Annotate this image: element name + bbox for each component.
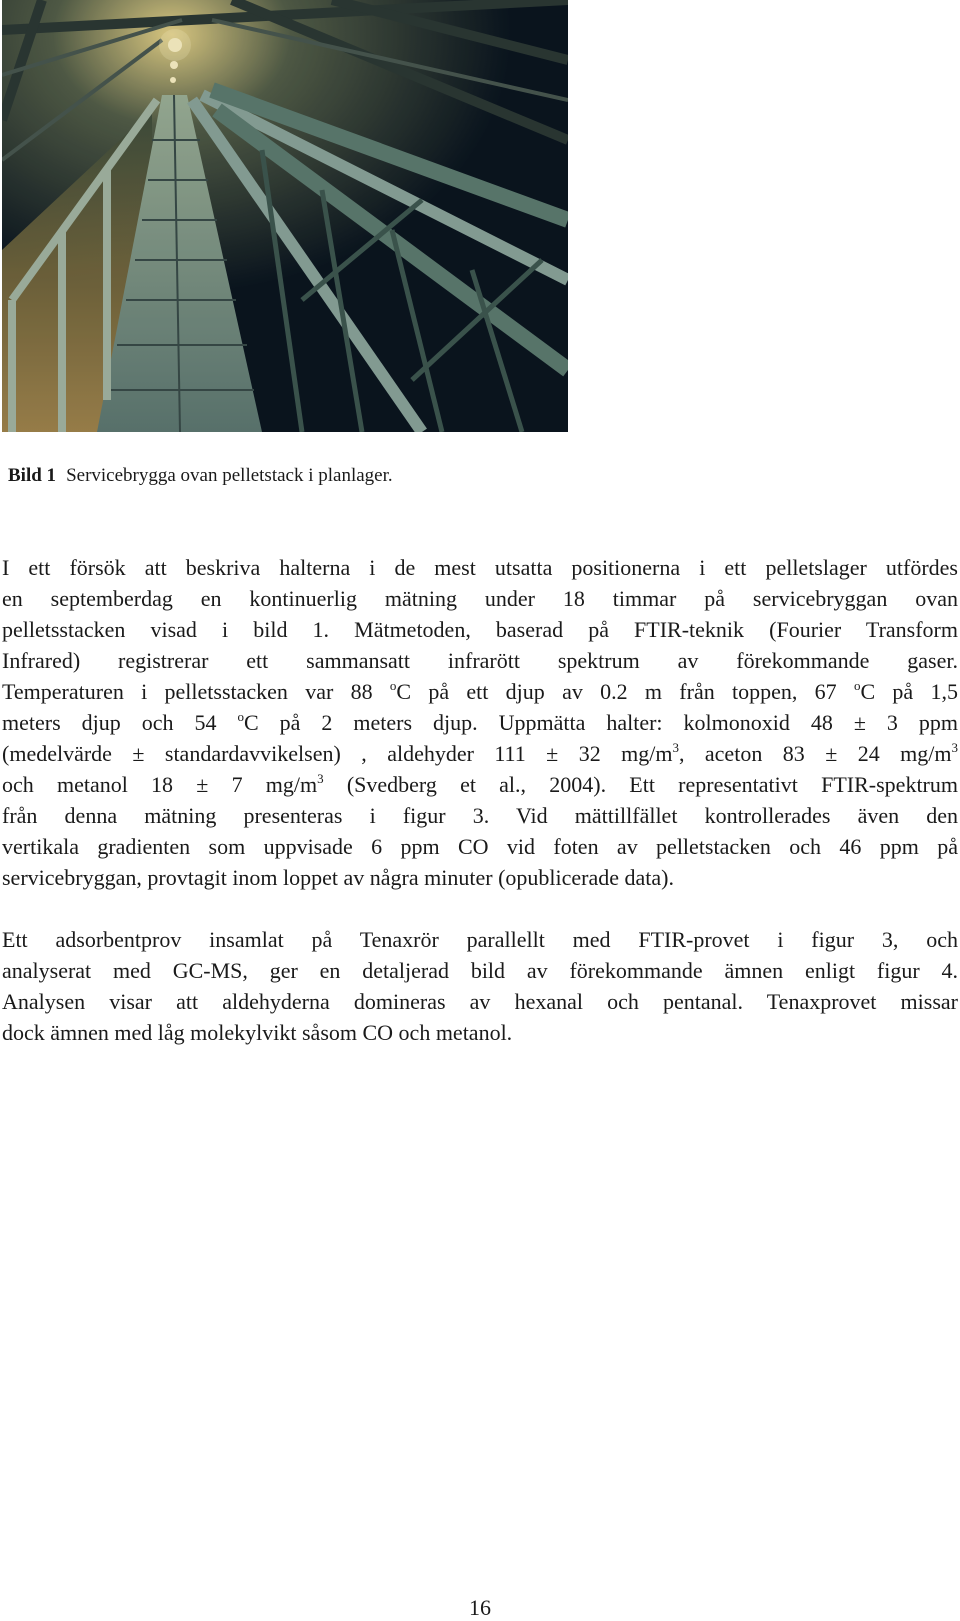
text-segment: meters djup och 54 — [2, 710, 238, 735]
text-line: från denna mätning presenteras i figur 3. Vid mättillfället kontrollerades även den — [2, 803, 958, 828]
text-line — [2, 676, 958, 707]
text-line: dock ämnen med låg molekylvikt såsom CO och metanol. — [2, 1020, 513, 1045]
text-segment: , aceton 83 ± 24 mg/m — [678, 741, 952, 766]
walkway-photo-illustration — [2, 0, 568, 432]
cube-superscript: 3 — [317, 771, 324, 786]
text-segment: Temperaturen i pelletsstacken var 88 — [2, 679, 390, 704]
text-line — [2, 769, 958, 800]
text-segment: (Svedberg et al., 2004). Ett representativt FTIR-spektrum — [323, 772, 958, 797]
degree-superscript: o — [237, 709, 244, 724]
text-segment: C på 2 meters djup. Uppmätta halter: kolmonoxid 48 ± 3 ppm — [243, 710, 958, 735]
figure-label: Bild 1 — [8, 465, 57, 486]
text-line: en septemberdag en kontinuerlig mätning under 18 timmar på servicebryggan ovan — [2, 586, 958, 611]
text-line: pelletsstacken visad i bild 1. Mätmetoden, baserad på FTIR-teknik (Fourier Transform — [2, 617, 958, 642]
text-line: Ett adsorbentprov insamlat på Tenaxrör parallellt med FTIR-provet i figur 3, och — [2, 927, 958, 952]
text-line: Analysen visar att aldehyderna domineras av hexanal och pentanal. Tenaxprovet missar — [2, 989, 958, 1014]
text-line: vertikala gradienten som uppvisade 6 ppm CO vid foten av pelletstacken och 46 ppm på — [2, 834, 958, 859]
text-line: Infrared) registrerar ett sammansatt infrarött spektrum av förekommande gaser. — [2, 648, 958, 673]
figure-caption — [8, 464, 393, 488]
text-line — [2, 707, 958, 738]
text-segment: (medelvärde ± standardavvikelsen) , aldehyder 111 ± 32 mg/m — [2, 741, 673, 766]
paragraph-measurement — [2, 552, 958, 893]
page-number: 16 — [469, 1595, 491, 1620]
cube-superscript: 3 — [951, 740, 958, 755]
cube-superscript: 3 — [672, 740, 679, 755]
text-segment: C på ett djup av 0.2 m från toppen, 67 — [396, 679, 854, 704]
figure-photo-service-walkway — [2, 0, 568, 432]
degree-superscript: o — [389, 678, 397, 693]
paragraph-adsorbent-sample — [2, 924, 958, 1048]
text-line: I ett försök att beskriva halterna i de mest utsatta positionerna i ett pelletslager utfördes — [2, 555, 958, 580]
text-segment: och metanol 18 ± 7 mg/m — [2, 772, 318, 797]
text-segment: C på 1,5 — [860, 679, 958, 704]
degree-superscript: o — [853, 678, 861, 693]
figure-caption-text: Servicebrygga ovan pelletstack i planlager. — [66, 465, 393, 486]
text-line — [2, 738, 958, 769]
text-line: analyserat med GC-MS, ger en detaljerad bild av förekommande ämnen enligt figur 4. — [2, 958, 958, 983]
text-line: servicebryggan, provtagit inom loppet av några minuter (opublicerade data). — [2, 865, 674, 890]
